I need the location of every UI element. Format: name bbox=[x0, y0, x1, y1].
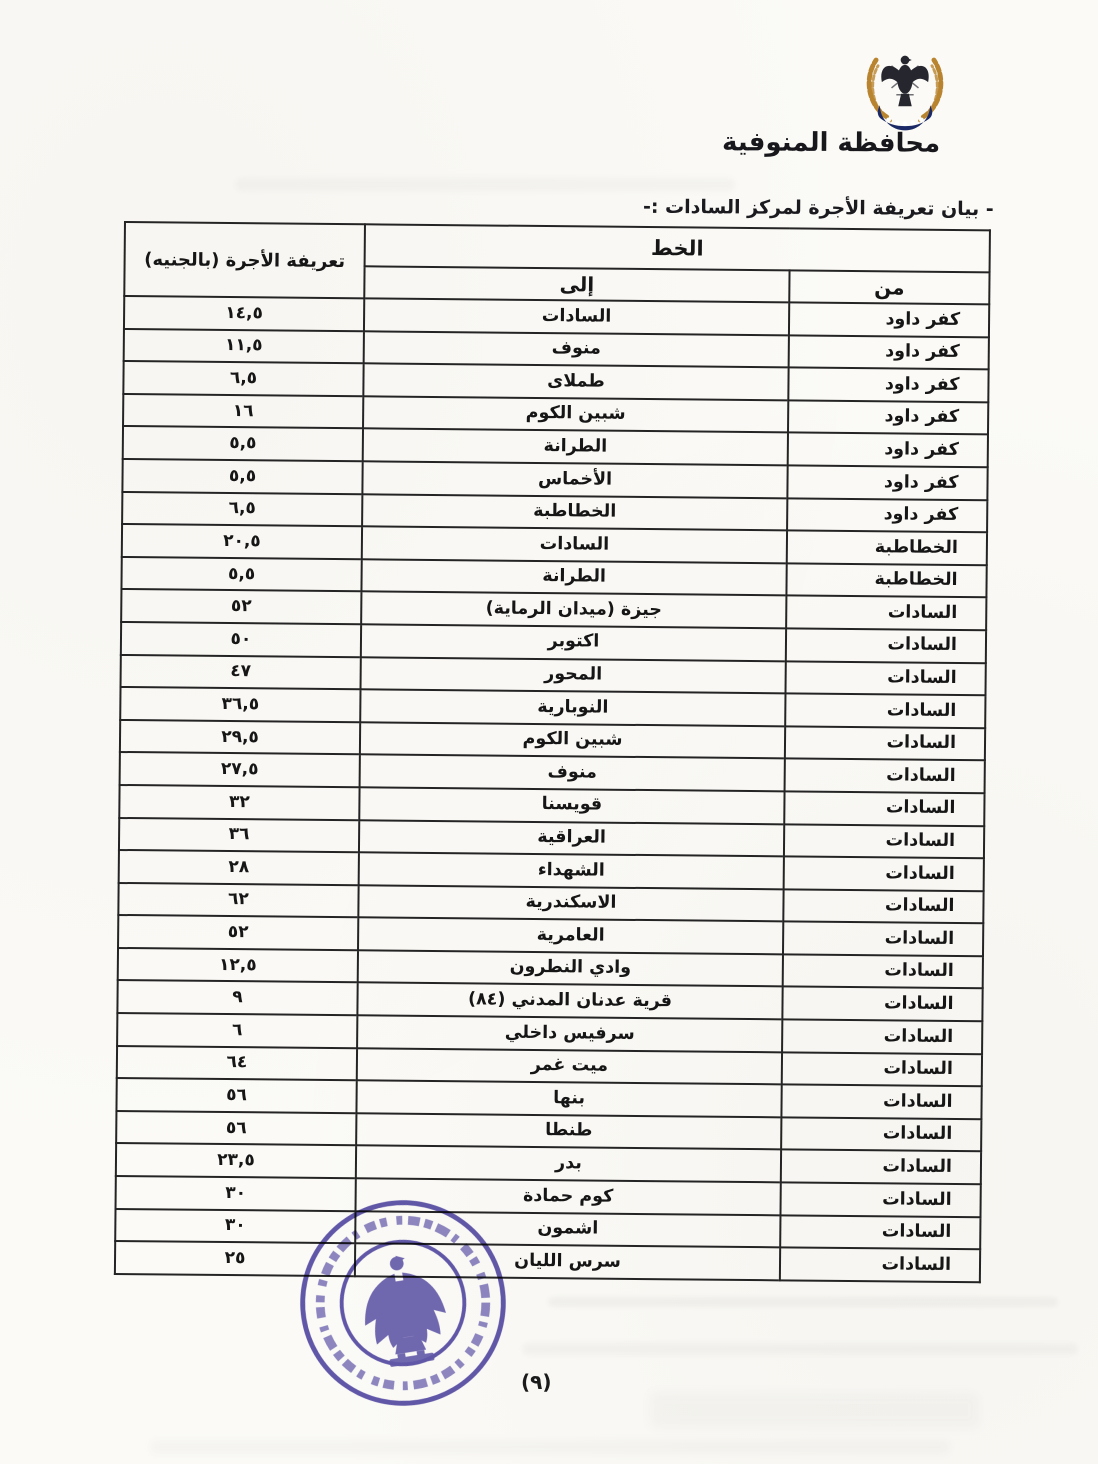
fare-value-cell: ٥٢ bbox=[118, 915, 358, 950]
scan-artifact bbox=[650, 1392, 980, 1428]
route-from-cell: السادات bbox=[785, 726, 985, 761]
fare-value-cell: ٢٩,٥ bbox=[120, 720, 360, 755]
route-from-cell: السادات bbox=[781, 1150, 981, 1185]
route-from-cell: كفر داود bbox=[789, 302, 989, 337]
fare-value-cell: ٦٢ bbox=[118, 883, 358, 918]
route-to-cell: بدر bbox=[356, 1146, 781, 1183]
fare-value-cell: ٦,٥ bbox=[122, 492, 362, 527]
route-from-cell: كفر داود bbox=[789, 335, 989, 370]
table-row bbox=[115, 1241, 980, 1282]
route-to-cell: الاسكندرية bbox=[358, 885, 783, 922]
page-number: (٩) bbox=[521, 1370, 552, 1394]
route-to-cell: النوبارية bbox=[360, 689, 785, 726]
route-from-cell: السادات bbox=[786, 596, 986, 631]
route-from-cell: كفر داود bbox=[788, 400, 988, 435]
fare-value-cell: ١٢,٥ bbox=[118, 948, 358, 983]
route-from-cell: السادات bbox=[783, 922, 983, 957]
route-to-cell: الخطاطبة bbox=[362, 494, 787, 531]
route-to-cell: كوم حمادة bbox=[356, 1178, 781, 1215]
route-from-cell: السادات bbox=[783, 889, 983, 924]
fare-value-cell: ٩ bbox=[117, 980, 357, 1015]
fare-value-cell: ٣٠ bbox=[115, 1209, 355, 1244]
route-from-cell: السادات bbox=[782, 987, 982, 1022]
fare-value-cell: ٦٤ bbox=[117, 1046, 357, 1081]
route-from-cell: السادات bbox=[781, 1085, 981, 1120]
route-to-cell: المحور bbox=[361, 657, 786, 694]
route-from-cell: السادات bbox=[784, 856, 984, 891]
route-from-cell: السادات bbox=[783, 954, 983, 989]
scan-artifact bbox=[522, 1343, 1078, 1355]
fare-value-cell: ٥٢ bbox=[121, 589, 361, 624]
fare-value-cell: ٥,٥ bbox=[123, 426, 363, 461]
route-to-cell: الشهداء bbox=[359, 852, 784, 889]
fare-value-cell: ٥,٥ bbox=[122, 459, 362, 494]
route-from-cell: السادات bbox=[782, 1052, 982, 1087]
route-from-cell: السادات bbox=[782, 1019, 982, 1054]
route-to-cell: شبين الكوم bbox=[360, 722, 785, 759]
fare-value-cell: ٢٣,٥ bbox=[116, 1143, 356, 1178]
header-from: من bbox=[789, 270, 989, 304]
route-from-cell: السادات bbox=[784, 791, 984, 826]
route-to-cell: اكتوبر bbox=[361, 624, 786, 661]
route-to-cell: الطرانة bbox=[361, 559, 786, 596]
route-to-cell: ميت غمر bbox=[357, 1048, 782, 1085]
route-to-cell: السادات bbox=[364, 298, 789, 335]
route-to-cell: منوف bbox=[360, 755, 785, 792]
route-from-cell: السادات bbox=[784, 824, 984, 859]
route-to-cell: سرس الليان bbox=[355, 1243, 780, 1280]
route-to-cell: منوف bbox=[364, 331, 789, 368]
fare-value-cell: ٥٠ bbox=[121, 622, 361, 657]
fare-value-cell: ٤٧ bbox=[121, 655, 361, 690]
route-to-cell: الأخماس bbox=[362, 461, 787, 498]
fare-value-cell: ٦,٥ bbox=[123, 361, 363, 396]
fare-value-cell: ٣٦,٥ bbox=[120, 687, 360, 722]
route-to-cell: وادي النطرون bbox=[358, 950, 783, 987]
route-from-cell: الخطاطبة bbox=[786, 563, 986, 598]
route-to-cell: السادات bbox=[362, 526, 787, 563]
eagle-wreath-emblem-icon bbox=[852, 34, 958, 140]
official-round-eagle-stamp-icon bbox=[275, 1174, 532, 1432]
fare-value-cell: ٦ bbox=[117, 1013, 357, 1048]
route-from-cell: السادات bbox=[780, 1182, 980, 1217]
route-to-cell: جيزة (ميدان الرماية) bbox=[361, 592, 786, 629]
route-from-cell: كفر داود bbox=[787, 498, 987, 533]
header-fare: تعريفة الأجرة (بالجنيه) bbox=[124, 222, 365, 298]
route-from-cell: كفر داود bbox=[788, 368, 988, 403]
route-to-cell: سرفيس داخلي bbox=[357, 1015, 782, 1052]
route-from-cell: السادات bbox=[780, 1248, 980, 1283]
route-from-cell: السادات bbox=[785, 759, 985, 794]
fare-value-cell: ٥٦ bbox=[116, 1078, 356, 1113]
fare-table-wrap bbox=[114, 221, 991, 1283]
scan-artifact bbox=[235, 178, 735, 191]
route-from-cell: كفر داود bbox=[788, 433, 988, 468]
route-to-cell: قويسنا bbox=[359, 787, 784, 824]
fare-value-cell: ١٦ bbox=[123, 394, 363, 429]
route-from-cell: كفر داود bbox=[787, 465, 987, 500]
route-to-cell: بنها bbox=[356, 1081, 781, 1118]
route-to-cell: قرية عدنان المدني (٨٤) bbox=[357, 983, 782, 1020]
scan-artifact bbox=[548, 1297, 1058, 1307]
scan-artifact bbox=[150, 1440, 950, 1454]
route-to-cell: الطرانة bbox=[363, 429, 788, 466]
fare-value-cell: ٢٥ bbox=[115, 1241, 355, 1276]
route-from-cell: السادات bbox=[786, 628, 986, 663]
fare-value-cell: ١١,٥ bbox=[124, 329, 364, 364]
fare-value-cell: ٥٦ bbox=[116, 1111, 356, 1146]
fare-value-cell: ٣٢ bbox=[119, 785, 359, 820]
route-to-cell: طملاى bbox=[363, 363, 788, 400]
route-to-cell: اشمون bbox=[355, 1211, 780, 1248]
fare-value-cell: ٣٠ bbox=[116, 1176, 356, 1211]
fare-table bbox=[114, 221, 991, 1283]
fare-value-cell: ٢٠,٥ bbox=[122, 524, 362, 559]
route-to-cell: طنطا bbox=[356, 1113, 781, 1150]
document-title: - بيان تعريفة الأجرة لمركز السادات :- bbox=[643, 195, 995, 221]
fare-value-cell: ٢٧,٥ bbox=[120, 752, 360, 787]
route-from-cell: الخطاطبة bbox=[787, 531, 987, 566]
header-route: الخط bbox=[365, 224, 990, 272]
header-to: إلى bbox=[364, 266, 789, 302]
fare-value-cell: ١٤,٥ bbox=[124, 296, 364, 331]
route-from-cell: السادات bbox=[780, 1215, 980, 1250]
organization-name: محافظة المنوفية bbox=[721, 127, 941, 159]
route-to-cell: شبين الكوم bbox=[363, 396, 788, 433]
route-from-cell: السادات bbox=[785, 661, 985, 696]
route-from-cell: السادات bbox=[785, 693, 985, 728]
route-to-cell: العراقية bbox=[359, 820, 784, 857]
fare-value-cell: ٢٨ bbox=[119, 850, 359, 885]
fare-value-cell: ٥,٥ bbox=[121, 557, 361, 592]
route-from-cell: السادات bbox=[781, 1117, 981, 1152]
fare-value-cell: ٣٦ bbox=[119, 817, 359, 852]
table-header-row-route bbox=[125, 222, 990, 272]
route-to-cell: العامرية bbox=[358, 918, 783, 955]
